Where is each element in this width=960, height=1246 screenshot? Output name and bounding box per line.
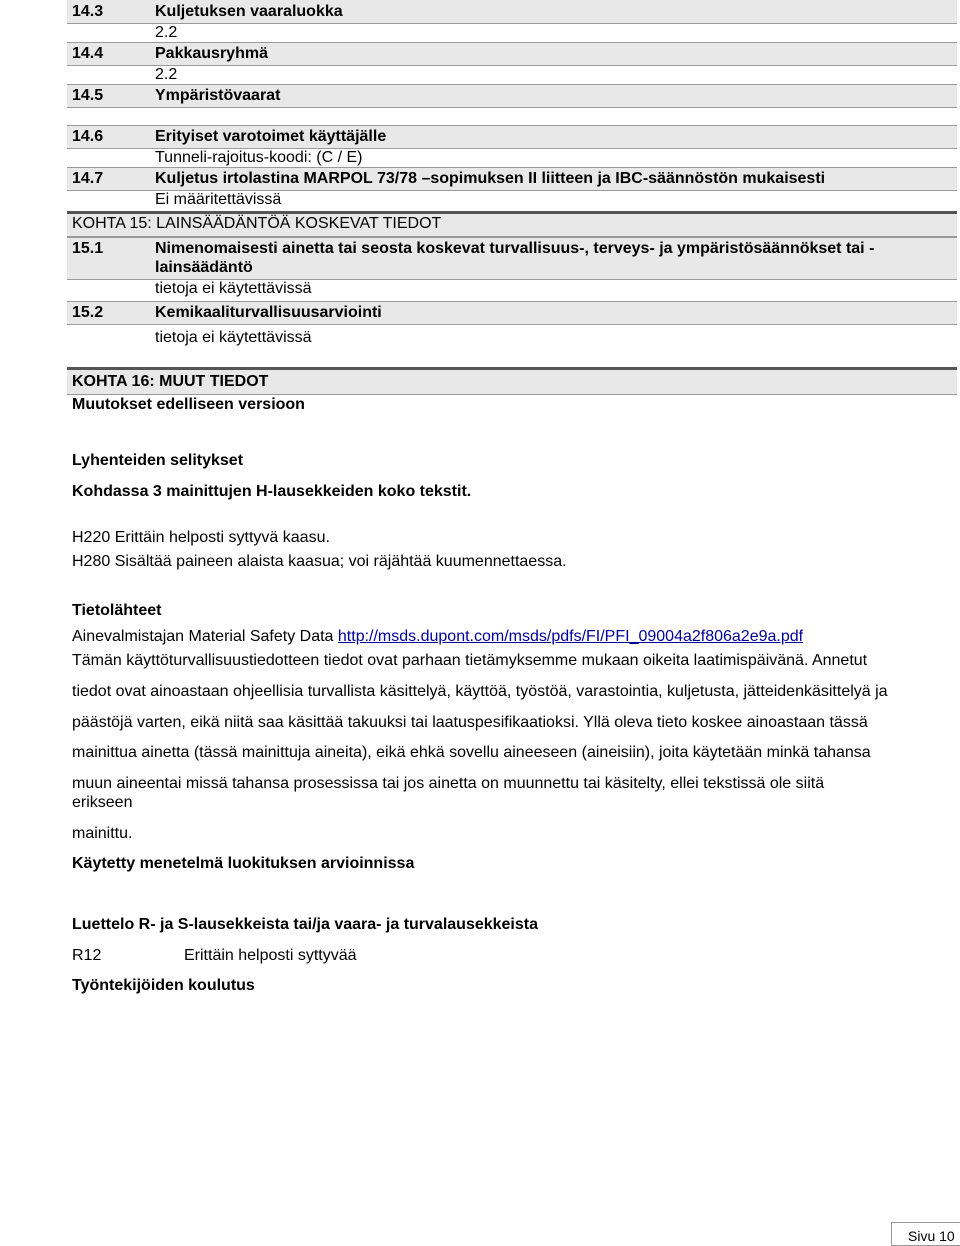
r12-text: Erittäin helposti syttyvää — [184, 947, 357, 964]
disclaimer-line: erikseen — [72, 794, 133, 811]
section-15-title: KOHTA 15: LAINSÄÄDÄNTÖÄ KOSKEVAT TIEDOT — [72, 215, 442, 232]
transport-class-label: Kuljetuksen vaaraluokka — [155, 3, 343, 20]
marpol-value: Ei määritettävissä — [155, 191, 282, 208]
disclaimer-line: mainittu. — [72, 825, 133, 842]
method-heading: Käytetty menetelmä luokituksen arvioinnissa — [72, 855, 415, 872]
transport-class-value: 2.2 — [155, 24, 178, 41]
item-number: 14.5 — [72, 87, 104, 104]
disclaimer-line: muun aineentai missä tahansa prosessissa tai jos ainetta on muunnettu tai käsitelty, ellei tekstissä ole siitä — [72, 775, 825, 792]
sources-heading: Tietolähteet — [72, 602, 162, 619]
r-s-phrases-heading: Luettelo R- ja S-lausekkeista tai/ja vaara- ja turvalausekkeista — [72, 916, 538, 933]
packing-group-label: Pakkausryhmä — [155, 45, 268, 62]
sources-line — [72, 628, 803, 646]
section-16-title: KOHTA 16: MUUT TIEDOT — [72, 373, 269, 390]
item-number: 14.7 — [72, 170, 104, 187]
regulations-label-line1: Nimenomaisesti ainetta tai seosta koskevat turvallisuus-, terveys- ja ympäristösäännökset tai - — [155, 240, 875, 257]
h-phrases-heading: Kohdassa 3 mainittujen H-lausekkeiden koko tekstit. — [72, 483, 472, 500]
regulations-value: tietoja ei käytettävissä — [155, 280, 312, 297]
special-precautions-label: Erityiset varotoimet käyttäjälle — [155, 128, 387, 145]
item-number: 14.3 — [72, 3, 104, 20]
h220-text: H220 Erittäin helposti syttyvä kaasu. — [72, 529, 330, 546]
item-number: 14.6 — [72, 128, 104, 145]
sources-prefix: Ainevalmistajan Material Safety Data — [72, 628, 338, 645]
chemical-safety-value: tietoja ei käytettävissä — [155, 329, 312, 346]
msds-link[interactable]: http://msds.dupont.com/msds/pdfs/FI/PFI_09004a2f806a2e9a.pdf — [337, 628, 804, 645]
tunnel-code-value: Tunneli-rajoitus-koodi: (C / E) — [155, 149, 363, 166]
disclaimer-line: mainittua ainetta (tässä mainittuja aineita), eikä ehkä sovellu aineeseen (aineisiin), joita käytetään minkä tahansa — [72, 744, 871, 761]
regulations-label-line2: lainsäädäntö — [155, 259, 253, 276]
disclaimer-line: tiedot ovat ainoastaan ohjeellisia turvallista käsittelyä, käyttöä, työstöä, varastointia, kuljetusta, jätteidenkäsittelyä ja — [72, 683, 888, 700]
changes-heading: Muutokset edelliseen versioon — [72, 396, 305, 413]
disclaimer-line: Tämän käyttöturvallisuustiedotteen tiedot ovat parhaan tietämyksemme mukaan oikeita laatimispäivänä. Annetut — [72, 652, 868, 669]
training-heading: Työntekijöiden koulutus — [72, 977, 255, 994]
chemical-safety-label: Kemikaaliturvallisuusarviointi — [155, 304, 382, 321]
r12-code: R12 — [72, 947, 102, 964]
item-number: 15.1 — [72, 240, 104, 257]
abbreviations-heading: Lyhenteiden selitykset — [72, 452, 244, 469]
item-number: 14.4 — [72, 45, 104, 62]
disclaimer-line: päästöjä varten, eikä niitä saa käsittää takuuksi tai laatuspesifikaatioksi. Yllä oleva tieto koskee ainoastaan tässä — [72, 714, 868, 731]
h280-text: H280 Sisältää paineen alaista kaasua; voi räjähtää kuumennettaessa. — [72, 553, 567, 570]
packing-group-value: 2.2 — [155, 66, 178, 83]
env-hazards-label: Ympäristövaarat — [155, 87, 281, 104]
item-number: 15.2 — [72, 304, 104, 321]
page-number: Sivu 10 — [891, 1222, 960, 1246]
marpol-label: Kuljetus irtolastina MARPOL 73/78 –sopimuksen II liitteen ja IBC-säännöstön mukaisesti — [155, 170, 826, 187]
